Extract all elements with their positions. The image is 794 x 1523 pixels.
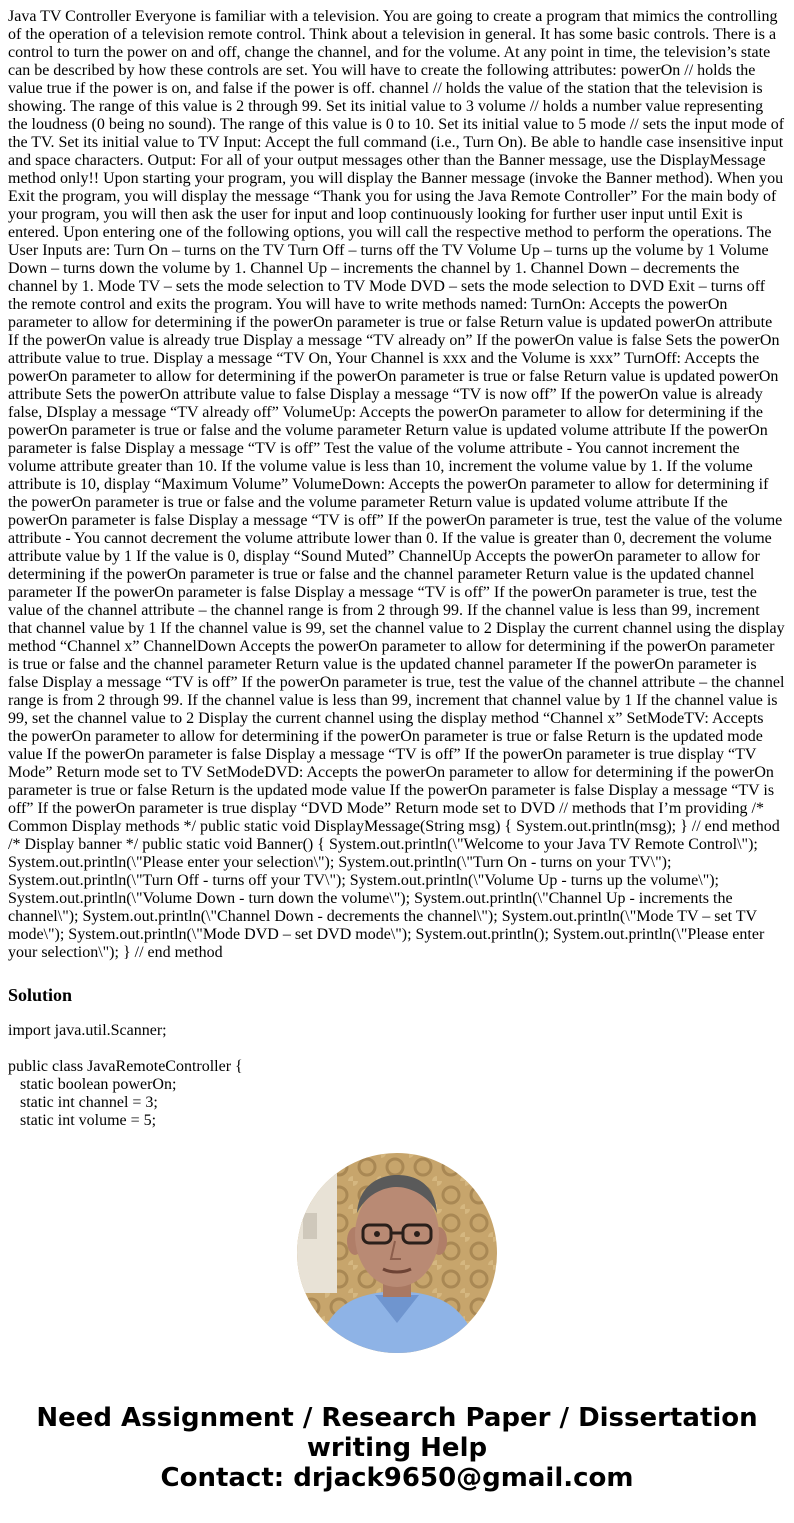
contact-banner <box>0 1403 794 1493</box>
banner-contact-line: Contact: drjack9650@gmail.com <box>160 1463 634 1493</box>
code-line: static int channel = 3; <box>8 1094 158 1111</box>
code-line: import java.util.Scanner; <box>8 1022 167 1039</box>
code-line: static boolean powerOn; <box>8 1076 177 1093</box>
banner-line-1: Need Assignment / Research Paper / Dissertation <box>36 1403 758 1433</box>
question-text: Java TV Controller Everyone is familiar with a television. You are going to create a program that mimics the controlling of the operation of a television remote control. Think about a television in general. It has some basic controls. There is a control to turn the power on and off, change the channel, and for the volume. At any point in time, the television’s state can be described by how these controls are set. You will have to create the following attributes: powerOn // holds the value true if the power is on, and false if the power is off. channel // holds the value of the station that the television is showing. The range of this value is 2 through 99. Set its initial value to 3 volume // holds a number value representing the loudness (0 being no sound). The range of this value is 0 to 10. Set its initial value to 5 mode // sets the input mode of the TV. Set its initial value to TV Input: Accept the full command (i.e., Turn On). Be able to handle case insensitive input and space characters. Output: For all of your output messages other than the Banner message, use the DisplayMessage method only!! Upon starting your program, you will display the Banner message (invoke the Banner method). When you Exit the program, you will display the message “Thank you for using the Java Remote Controller” For the main body of your program, you will then ask the user for input and loop continuously looking for further user input until Exit is entered. Upon entering one of the following options, you will call the respective method to perform the operations. The User Inputs are: Turn On – turns on the TV Turn Off – turns off the TV Volume Up – turns up the volume by 1 Volume Down – turns down the volume by 1. Channel Up – increments the channel by 1. Channel Down – decrements the channel by 1. Mode TV – sets the mode selection to TV Mode DVD – sets the mode selection to DVD Exit – turns off the remote control and exits the program. You will have to write methods named: TurnOn: Accepts the powerOn parameter to allow for determining if the powerOn parameter is true or false Return value is updated powerOn attribute If the powerOn value is already true Display a message “TV already on” If the powerOn value is false Sets the powerOn attribute value to true. Display a message “TV On, Your Channel is xxx and the Volume is xxx” TurnOff: Accepts the powerOn parameter to allow for determining if the powerOn parameter is true or false Return value is updated powerOn attribute Sets the powerOn attribute value to false Display a message “TV is now off” If the powerOn value is already false, DIsplay a message “TV already off” VolumeUp: Accepts the powerOn parameter to allow for determining if the powerOn parameter is true or false and the volume parameter Return value is updated volume attribute If the powerOn parameter is false Display a message “TV is off” Test the value of the volume attribute - You cannot increment the volume attribute greater than 10. If the volume value is less than 10, increment the volume value by 1. If the volume attribute is 10, display “Maximum Volume” VolumeDown: Accepts the powerOn parameter to allow for determining if the powerOn parameter is true or false and the volume parameter Return value is updated volume attribute If the powerOn parameter is false Display a message “TV is off” If the powerOn parameter is true, test the value of the volume attribute - You cannot decrement the volume attribute lower than 0. If the value is greater than 0, decrement the volume attribute value by 1 If the value is 0, display “Sound Muted” ChannelUp Accepts the powerOn parameter to allow for determining if the powerOn parameter is true or false and the channel parameter Return value is the updated channel parameter If the powerOn parameter is false Display a message “TV is off” If the powerOn parameter is true, test the value of the channel attribute – the channel range is from 2 through 99. If the channel value is less than 99, increment that channel value by 1 If the channel value is 99, set the channel value to 2 Display the current channel using the display method “Channel x” ChannelDown Accepts the powerOn parameter to allow for determining if the powerOn parameter is true or false and the channel parameter Return value is the updated channel parameter If the powerOn parameter is false Display a message “TV is off” If the powerOn parameter is true, test the value of the channel attribute – the channel range is from 2 through 99. If the channel value is less than 99, increment that channel value by 1 If the channel value is 99, set the channel value to 2 Display the current channel using the display method “Channel x” SetModeTV: Accepts the powerOn parameter to allow for determining if the powerOn parameter is true or false Return is the updated mode value If the powerOn parameter is false Display a message “TV is off” If the powerOn parameter is true display “TV Mode” Return mode set to TV SetModeDVD: Accepts the powerOn parameter to allow for determining if the powerOn parameter is true or false Return is the updated mode value If the powerOn parameter is false Display a message “TV is off” If the powerOn parameter is true display “DVD Mode” Return mode set to DVD // methods that I’m providing /* Common Display methods */ public static void DisplayMessage(String msg) { System.out.println(msg); } // end method /* Display banner */ public static void Banner() { System.out.println(\"Welcome to your Java TV Remote Control\"); System.out.println(\"Please enter your selection\"); System.out.println(\"Turn On - turns on your TV\"); System.out.println(\"Turn Off - turns off your TV\"); System.out.println(\"Volume Up - turns up the volume\"); System.out.println(\"Volume Down - turn down the volume\"); System.out.println(\"Channel Up - increments the channel\"); System.out.println(\"Channel Down - decrements the channel\"); System.out.println(\"Mode TV – set TV mode\"); System.out.println(\"Mode DVD – set DVD mode\"); System.out.println(); System.out.println(\"Please enter your selection\"); } // end method <box>8 8 785 961</box>
banner-line-2: writing Help <box>306 1433 488 1463</box>
document-page <box>8 0 786 1130</box>
solution-code <box>8 1022 786 1130</box>
solution-heading: Solution <box>8 985 73 1005</box>
code-line-blank <box>8 1040 786 1058</box>
author-avatar <box>297 1153 497 1353</box>
code-line: public class JavaRemoteController { <box>8 1058 243 1075</box>
person-photo-icon <box>297 1153 497 1353</box>
code-line: static int volume = 5; <box>8 1112 157 1129</box>
